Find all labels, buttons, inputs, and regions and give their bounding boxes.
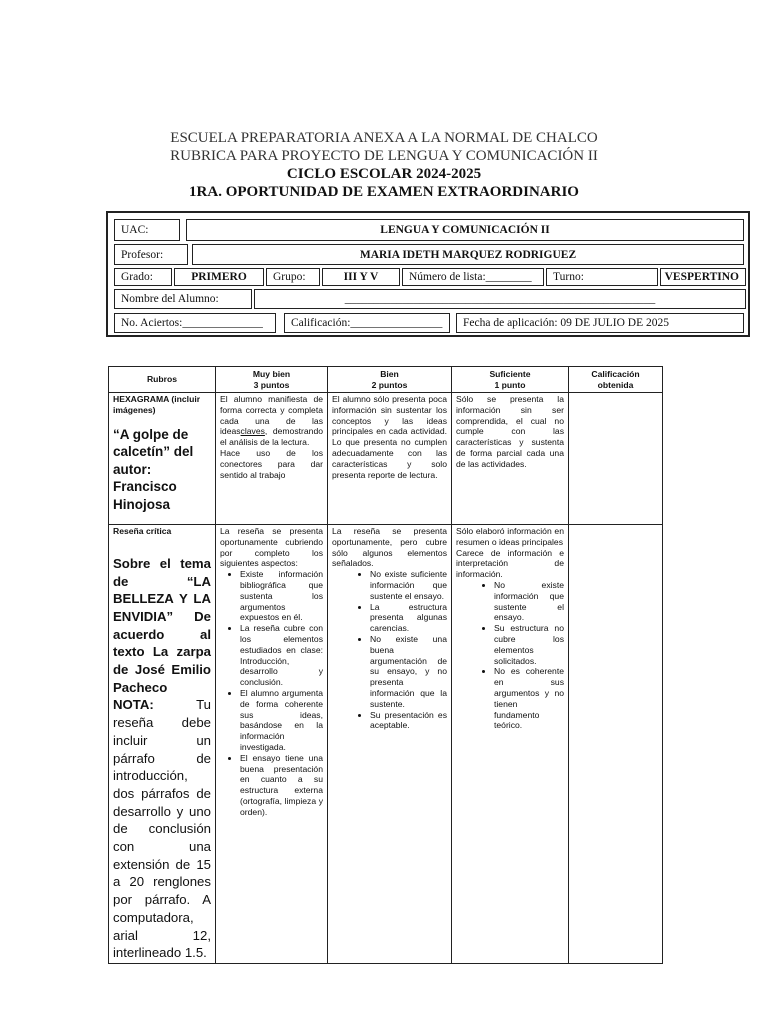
school-cycle: CICLO ESCOLAR 2024-2025 bbox=[286, 166, 482, 182]
list-item: • Su estructura no cubre los elementos solicitados. bbox=[494, 623, 564, 666]
header-rubros: Rubros bbox=[109, 367, 216, 393]
grupo-label: Grupo: bbox=[266, 268, 320, 286]
bien-resena: La reseña se presenta oportunamente, pero cubre sólo algunos elementos señalados. • No existe suficiente información que sustente el ensayo. • La estructura presenta algunas carencias. • No existe una buena argumentación de su ensayo, y no presenta información que la sustente. • Su presentación es aceptable. bbox=[328, 525, 452, 964]
rubro-resena: Reseña crítica Sobre el tema de “LA BELLEZA Y LA ENVIDIA” De acuerdo al texto La zarpa de José Emilio Pacheco NOTA: Tu reseña debe incluir un párrafo de introducción, dos párrafos de desarrollo y uno de conclusión con una extensión de 15 a 20 renglones por párrafo. A computadora, arial 12, interlineado 1.5. bbox=[109, 525, 216, 964]
alumno-label: Nombre del Alumno: bbox=[114, 289, 252, 309]
list-item: • No existe información que sustente el ensayo. bbox=[494, 580, 564, 623]
suficiente-hexagrama: Sólo se presenta la información sin ser comprendida, el cual no cumple con las características y sustenta de forma parcial cada una de las actividades. bbox=[452, 393, 569, 525]
list-item: • No existe suficiente información que sustente el ensayo. bbox=[370, 569, 447, 601]
grado-value: PRIMERO bbox=[174, 268, 264, 286]
uac-label: UAC: bbox=[114, 219, 180, 241]
turno-label: Turno: bbox=[546, 268, 658, 286]
table-row bbox=[109, 393, 663, 525]
calificacion-hexagrama bbox=[569, 393, 663, 525]
profesor-label: Profesor: bbox=[114, 244, 188, 265]
profesor-value: MARIA IDETH MARQUEZ RODRIGUEZ bbox=[192, 244, 744, 265]
rubro-hexagrama: HEXAGRAMA (incluir imágenes) “A golpe de calcetín” del autor: Francisco Hinojosa bbox=[109, 393, 216, 525]
turno-value: VESPERTINO bbox=[660, 268, 746, 286]
numero-lista-field: Número de lista:________ bbox=[402, 268, 544, 286]
list-item: • El ensayo tiene una buena presentación en cuanto a su estructura externa (ortografía, limpieza y orden). bbox=[240, 753, 323, 818]
fecha-aplicacion: Fecha de aplicación: 09 DE JULIO DE 2025 bbox=[456, 313, 744, 333]
list-item: • El alumno argumenta de forma coherente sus ideas, basándose en la información investigada. bbox=[240, 688, 323, 753]
calificacion-resena bbox=[569, 525, 663, 964]
header-muy-bien: Muy bien 3 puntos bbox=[216, 367, 328, 393]
list-item: • La estructura presenta algunas carencias. bbox=[370, 602, 447, 634]
table-header-row bbox=[109, 367, 663, 393]
list-item: • La reseña cubre con los elementos estudiados en clase: Introducción, desarrollo y conclusión. bbox=[240, 623, 323, 688]
exam-opportunity: 1RA. OPORTUNIDAD DE EXAMEN EXTRAORDINARIO bbox=[189, 184, 579, 200]
calificacion-field: Calificación:________________ bbox=[284, 313, 450, 333]
table-row bbox=[109, 525, 663, 964]
list-item: • No es coherente en sus argumentos y no tienen fundamento teórico. bbox=[494, 666, 564, 731]
header-calificacion: Calificación obtenida bbox=[569, 367, 663, 393]
grado-label: Grado: bbox=[114, 268, 172, 286]
school-name: ESCUELA PREPARATORIA ANEXA A LA NORMAL DE CHALCO bbox=[170, 130, 598, 146]
document-header bbox=[0, 129, 768, 201]
list-item: • Existe información bibliográfica que sustenta los argumentos expuestos en él. bbox=[240, 569, 323, 623]
uac-value: LENGUA Y COMUNICACIÓN II bbox=[186, 219, 744, 241]
aciertos-field: No. Aciertos:______________ bbox=[114, 313, 276, 333]
list-item: • No existe una buena argumentación de su ensayo, y no presenta información que la sustente. bbox=[370, 634, 447, 710]
alumno-field: ______________________________________________________ bbox=[254, 289, 746, 309]
list-item: • Su presentación es aceptable. bbox=[370, 710, 447, 732]
muy-bien-resena: La reseña se presenta oportunamente cubriendo por completo los siguientes aspectos: • Existe información bibliográfica que sustenta los argumentos expuestos en él. • La reseña cubre con los elementos estudiados en clase: Introducción, desarrollo y conclusión. • El alumno argumenta de forma coherente sus ideas, basándose en la información investigada. • El ensayo tiene una buena presentación en cuanto a su estructura externa (ortografía, limpieza y orden). bbox=[216, 525, 328, 964]
header-suficiente: Suficiente 1 punto bbox=[452, 367, 569, 393]
rubric-table bbox=[108, 366, 663, 964]
grupo-value: III Y V bbox=[322, 268, 400, 286]
rubric-title: RUBRICA PARA PROYECTO DE LENGUA Y COMUNICACIÓN II bbox=[170, 148, 598, 164]
student-info-frame bbox=[106, 211, 750, 337]
suficiente-resena: Sólo elaboró información en resumen o ideas principales Carece de información e interpretación de información. • No existe información que sustente el ensayo. • Su estructura no cubre los elementos solicitados. • No es coherente en sus argumentos y no tienen fundamento teórico. bbox=[452, 525, 569, 964]
header-bien: Bien 2 puntos bbox=[328, 367, 452, 393]
muy-bien-hexagrama: El alumno manifiesta de forma correcta y completa cada una de las ideasclaves, demostrando el análisis de la lectura. Hace uso de los conectores para dar sentido al trabajo bbox=[216, 393, 328, 525]
bien-hexagrama: El alumno sólo presenta poca información sin sustentar los conceptos y las ideas principales en cada actividad. Lo que presenta no cumplen adecuadamente con las características y solo presenta reporte de lectura. bbox=[328, 393, 452, 525]
